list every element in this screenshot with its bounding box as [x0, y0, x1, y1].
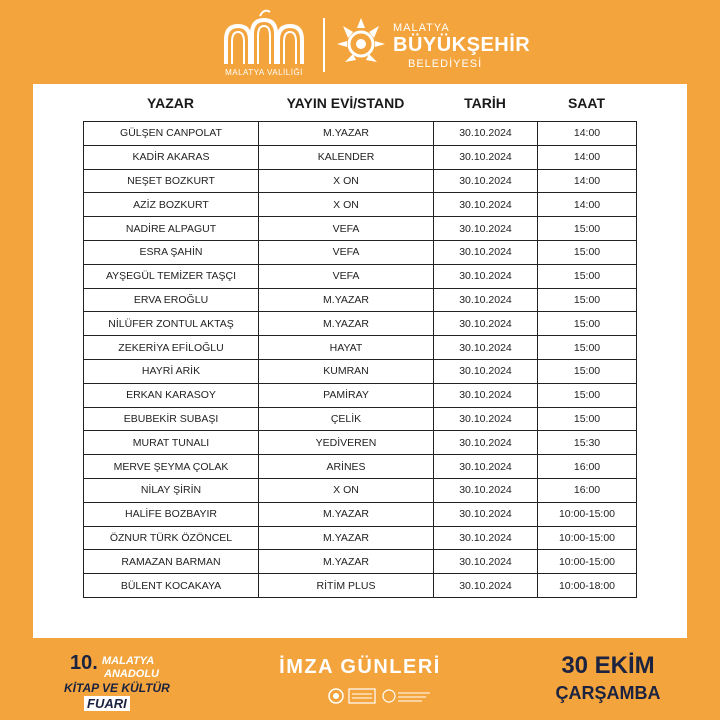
time-cell: 10:00-15:00	[538, 526, 637, 550]
table-row	[84, 455, 637, 479]
column-header-saat: SAAT	[567, 95, 606, 111]
table-row	[84, 574, 637, 598]
publisher-cell: M.YAZAR	[259, 288, 434, 312]
author-cell: NİLÜFER ZONTUL AKTAŞ	[84, 312, 259, 336]
time-cell: 15:00	[538, 240, 637, 264]
fair-logo	[62, 652, 192, 714]
table-row	[84, 359, 637, 383]
publisher-cell: M.YAZAR	[259, 122, 434, 146]
time-cell: 14:00	[538, 145, 637, 169]
date-cell: 30.10.2024	[434, 264, 538, 288]
author-cell: ERKAN KARASOY	[84, 383, 259, 407]
time-cell: 15:00	[538, 359, 637, 383]
publisher-cell: RİTİM PLUS	[259, 574, 434, 598]
fair-number: 10.	[70, 652, 98, 674]
date-cell: 30.10.2024	[434, 288, 538, 312]
publisher-cell: VEFA	[259, 217, 434, 241]
fair-subject: KİTAP VE KÜLTÜR	[64, 681, 170, 695]
kultur-as-logo-icon	[382, 688, 432, 704]
event-title: İMZA GÜNLERİ	[279, 656, 441, 678]
publisher-cell: PAMİRAY	[259, 383, 434, 407]
column-header-tarih: TARİH	[464, 95, 506, 111]
publisher-cell: M.YAZAR	[259, 502, 434, 526]
table-row	[84, 383, 637, 407]
date-cell: 30.10.2024	[434, 193, 538, 217]
author-cell: GÜLŞEN CANPOLAT	[84, 122, 259, 146]
publisher-cell: X ON	[259, 169, 434, 193]
time-cell: 15:00	[538, 383, 637, 407]
date-cell: 30.10.2024	[434, 336, 538, 360]
date-cell: 30.10.2024	[434, 122, 538, 146]
date-cell: 30.10.2024	[434, 240, 538, 264]
author-cell: MERVE ŞEYMA ÇOLAK	[84, 455, 259, 479]
time-cell: 14:00	[538, 169, 637, 193]
partner-badge-icon	[348, 688, 376, 704]
publisher-cell: VEFA	[259, 240, 434, 264]
table-row	[84, 550, 637, 574]
publisher-cell: M.YAZAR	[259, 526, 434, 550]
publisher-cell: X ON	[259, 478, 434, 502]
author-cell: ZEKERİYA EFİLOĞLU	[84, 336, 259, 360]
author-cell: ESRA ŞAHİN	[84, 240, 259, 264]
table-row	[84, 336, 637, 360]
belediye-city: MALATYA	[393, 22, 450, 34]
time-cell: 14:00	[538, 193, 637, 217]
time-cell: 14:00	[538, 122, 637, 146]
valilik-label: MALATYA VALİLİĞİ	[225, 68, 303, 77]
date-cell: 30.10.2024	[434, 217, 538, 241]
date-cell: 30.10.2024	[434, 407, 538, 431]
time-cell: 16:00	[538, 478, 637, 502]
publisher-cell: HAYAT	[259, 336, 434, 360]
author-cell: NADİRE ALPAGUT	[84, 217, 259, 241]
date-cell: 30.10.2024	[434, 550, 538, 574]
publisher-cell: ARİNES	[259, 455, 434, 479]
time-cell: 15:00	[538, 312, 637, 336]
time-cell: 15:30	[538, 431, 637, 455]
table-row	[84, 240, 637, 264]
author-cell: RAMAZAN BARMAN	[84, 550, 259, 574]
table-row	[84, 502, 637, 526]
author-cell: NİLAY ŞİRİN	[84, 478, 259, 502]
publisher-cell: X ON	[259, 193, 434, 217]
header	[0, 0, 720, 84]
time-cell: 15:00	[538, 336, 637, 360]
author-cell: EBUBEKİR SUBAŞI	[84, 407, 259, 431]
fair-region: ANADOLU	[104, 668, 159, 680]
time-cell: 16:00	[538, 455, 637, 479]
header-divider	[323, 18, 325, 72]
table-row	[84, 526, 637, 550]
column-header-yazar: YAZAR	[147, 95, 194, 111]
author-cell: ÖZNUR TÜRK ÖZÖNCEL	[84, 526, 259, 550]
signing-schedule-table	[83, 121, 637, 598]
partner-logos	[326, 688, 436, 708]
author-cell: BÜLENT KOCAKAYA	[84, 574, 259, 598]
date-cell: 30.10.2024	[434, 169, 538, 193]
date-cell: 30.10.2024	[434, 383, 538, 407]
table-row	[84, 122, 637, 146]
malatya-valiligi-logo	[216, 8, 312, 80]
publisher-cell: M.YAZAR	[259, 312, 434, 336]
author-cell: HAYRİ ARİK	[84, 359, 259, 383]
date-cell: 30.10.2024	[434, 455, 538, 479]
table-row	[84, 478, 637, 502]
time-cell: 10:00-15:00	[538, 502, 637, 526]
publisher-cell: KALENDER	[259, 145, 434, 169]
belediye-title: BÜYÜKŞEHİR	[393, 34, 531, 56]
author-cell: NEŞET BOZKURT	[84, 169, 259, 193]
date-cell: 30.10.2024	[434, 526, 538, 550]
date-cell: 30.10.2024	[434, 574, 538, 598]
table-row	[84, 431, 637, 455]
seal-logo-icon	[328, 688, 344, 704]
publisher-cell: M.YAZAR	[259, 550, 434, 574]
date-cell: 30.10.2024	[434, 145, 538, 169]
table-row	[84, 264, 637, 288]
time-cell: 15:00	[538, 407, 637, 431]
date-cell: 30.10.2024	[434, 359, 538, 383]
time-cell: 15:00	[538, 288, 637, 312]
publisher-cell: YEDİVEREN	[259, 431, 434, 455]
table-row	[84, 407, 637, 431]
date-cell: 30.10.2024	[434, 502, 538, 526]
table-row	[84, 217, 637, 241]
author-cell: ERVA EROĞLU	[84, 288, 259, 312]
author-cell: AYŞEGÜL TEMİZER TAŞÇI	[84, 264, 259, 288]
publisher-cell: VEFA	[259, 264, 434, 288]
publisher-cell: ÇELİK	[259, 407, 434, 431]
buyuksehir-emblem-icon	[333, 14, 389, 74]
author-cell: HALİFE BOZBAYIR	[84, 502, 259, 526]
event-weekday: ÇARŞAMBA	[555, 683, 661, 703]
valilik-emblem-icon	[216, 8, 312, 68]
time-cell: 15:00	[538, 217, 637, 241]
date-cell: 30.10.2024	[434, 478, 538, 502]
table-row	[84, 288, 637, 312]
belediye-subtitle: BELEDİYESİ	[408, 58, 483, 70]
date-cell: 30.10.2024	[434, 312, 538, 336]
table-row	[84, 312, 637, 336]
event-date: 30 EKİM	[561, 652, 655, 679]
fair-city: MALATYA	[102, 655, 155, 667]
fair-word: FUARI	[84, 696, 130, 711]
author-cell: MURAT TUNALI	[84, 431, 259, 455]
date-cell: 30.10.2024	[434, 431, 538, 455]
column-header-yayin-evi: YAYIN EVİ/STAND	[286, 95, 405, 111]
time-cell: 10:00-15:00	[538, 550, 637, 574]
time-cell: 15:00	[538, 264, 637, 288]
publisher-cell: KUMRAN	[259, 359, 434, 383]
buyuksehir-logo	[333, 14, 531, 74]
time-cell: 10:00-18:00	[538, 574, 637, 598]
table-row	[84, 169, 637, 193]
author-cell: AZİZ BOZKURT	[84, 193, 259, 217]
table-row	[84, 145, 637, 169]
author-cell: KADİR AKARAS	[84, 145, 259, 169]
table-row	[84, 193, 637, 217]
